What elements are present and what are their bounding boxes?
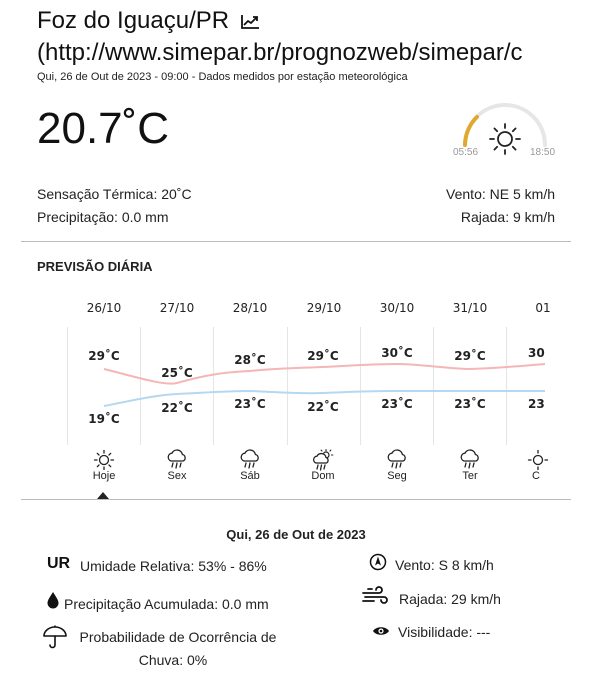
max-temp: 30˚C: [381, 346, 413, 360]
selected-day-gust: Rajada: 29 km/h: [399, 591, 501, 607]
sun-icon: [92, 449, 116, 471]
max-temp: 29˚C: [88, 349, 120, 363]
cloud-rain-icon: [458, 449, 482, 471]
min-temp: 23: [528, 397, 545, 411]
sun-icon: [526, 449, 550, 471]
current-temperature: 20.7˚C: [37, 104, 170, 153]
min-temp: 23˚C: [454, 397, 486, 411]
forecast-date: 01: [535, 301, 551, 315]
forecast-date: 26/10: [86, 301, 122, 315]
raindrop-icon: [42, 589, 64, 611]
max-temp: 29˚C: [307, 349, 339, 363]
accumulated-precipitation: Precipitação Acumulada: 0.0 mm: [64, 596, 269, 612]
eye-icon: [372, 624, 390, 638]
day-tab-ter[interactable]: Ter: [462, 470, 478, 482]
feels-like: Sensação Térmica: 20˚C: [37, 186, 192, 202]
max-temp: 25˚C: [161, 366, 193, 380]
cloud-rain-icon: [165, 449, 189, 471]
measurement-subtitle: Qui, 26 de Out de 2023 - 09:00 - Dados medidos por estação meteorológica: [37, 71, 408, 83]
daily-forecast-title: PREVISÃO DIÁRIA: [37, 259, 153, 274]
max-temp: 30: [528, 346, 545, 360]
day-tab-sab[interactable]: Sáb: [240, 470, 260, 482]
selected-day-indicator: [97, 492, 109, 499]
sunrise-time: 05:56: [453, 147, 479, 158]
min-temp: 23˚C: [381, 397, 413, 411]
humidity-icon: UR: [47, 555, 71, 572]
min-temp: 19˚C: [88, 412, 120, 426]
current-wind: Vento: NE 5 km/h: [446, 186, 555, 202]
forecast-date: 30/10: [379, 301, 415, 315]
max-temp: 28˚C: [234, 353, 266, 367]
rain-probability-value: Chuva: 0%: [138, 652, 208, 668]
city-name: Foz do Iguaçu/PR: [37, 7, 230, 34]
cloud-rain-icon: [385, 449, 409, 471]
umbrella-icon: [42, 624, 68, 650]
cloud-rain-icon: [238, 449, 262, 471]
day-tab-sex[interactable]: Sex: [167, 470, 187, 482]
forecast-date: 27/10: [159, 301, 195, 315]
day-tab-seg[interactable]: Seg: [387, 470, 407, 482]
source-url-link[interactable]: (http://www.simepar.br/prognozweb/simepar/c: [37, 39, 523, 66]
rain-probability-label: Probabilidade de Ocorrência de: [79, 629, 277, 645]
wind-gust-icon: [362, 587, 390, 607]
day-tab-dom[interactable]: Dom: [311, 470, 335, 482]
day-tab-qua[interactable]: C: [532, 470, 540, 482]
selected-day-wind: Vento: S 8 km/h: [395, 557, 494, 573]
divider: [21, 499, 571, 500]
day-tab-hoje[interactable]: Hoje: [92, 470, 116, 482]
max-temp: 29˚C: [454, 349, 486, 363]
humidity-value: Umidade Relativa: 53% - 86%: [80, 558, 267, 574]
forecast-date: 28/10: [232, 301, 268, 315]
min-temp: 23˚C: [234, 397, 266, 411]
sunset-time: 18:50: [530, 147, 556, 158]
min-temp: 22˚C: [307, 400, 339, 414]
sun-cloud-rain-icon: [311, 449, 335, 471]
min-temp: 22˚C: [161, 401, 193, 415]
current-precipitation: Precipitação: 0.0 mm: [37, 209, 169, 225]
forecast-strip[interactable]: [0, 290, 551, 500]
selected-day-date: Qui, 26 de Out de 2023: [226, 527, 366, 542]
wind-direction-icon: [369, 553, 387, 571]
current-gust: Rajada: 9 km/h: [460, 209, 555, 225]
forecast-date: 31/10: [452, 301, 488, 315]
forecast-date: 29/10: [306, 301, 342, 315]
visibility: Visibilidade: ---: [398, 624, 491, 640]
